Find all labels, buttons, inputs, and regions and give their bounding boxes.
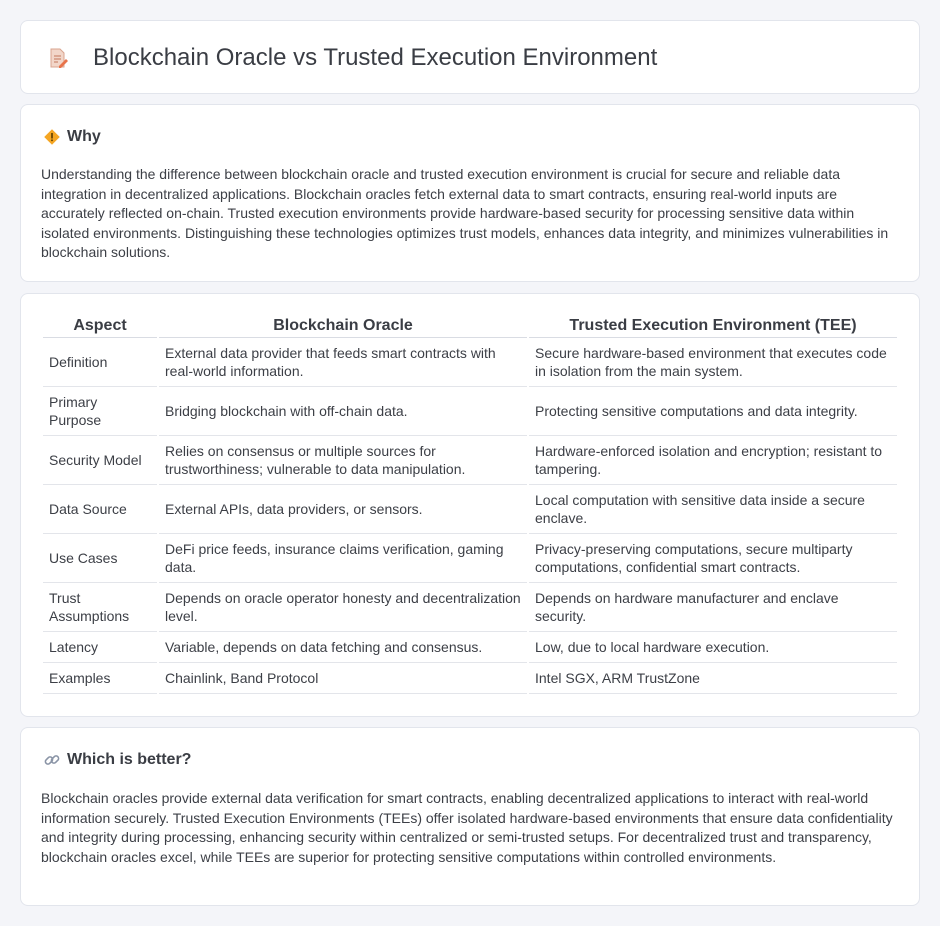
comparison-table	[41, 316, 899, 694]
row-tee: Intel SGX, ARM TrustZone	[529, 663, 897, 694]
row-aspect: Primary Purpose	[43, 387, 157, 436]
why-section	[20, 104, 920, 282]
row-aspect: Trust Assumptions	[43, 583, 157, 632]
table-row	[43, 436, 897, 485]
row-aspect: Use Cases	[43, 534, 157, 583]
row-tee: Depends on hardware manufacturer and enclave security.	[529, 583, 897, 632]
why-heading	[43, 127, 101, 147]
header-tee: Trusted Execution Environment (TEE)	[529, 316, 897, 338]
row-oracle: Depends on oracle operator honesty and decentralization level.	[159, 583, 527, 632]
link-icon	[43, 751, 61, 769]
row-oracle: Variable, depends on data fetching and consensus.	[159, 632, 527, 663]
row-oracle: Relies on consensus or multiple sources for trustworthiness; vulnerable to data manipulation.	[159, 436, 527, 485]
table-row	[43, 534, 897, 583]
comparison-table-section	[20, 293, 920, 717]
row-tee: Hardware-enforced isolation and encryption; resistant to tampering.	[529, 436, 897, 485]
table-row	[43, 387, 897, 436]
better-text: Blockchain oracles provide external data verification for smart contracts, enabling decentralized applications to interact with real-world information securely. Trusted Execution Environments (TEEs) offer isolated hardware-based environments that ensure data confidentiality and integrity during processing, enhancing security within centralized or semi-trusted setups. For decentralized trust and transparency, blockchain oracles excel, while TEEs are superior for protecting sensitive computations within controlled environments.	[41, 790, 893, 865]
table-row	[43, 632, 897, 663]
why-text: Understanding the difference between blockchain oracle and trusted execution environment is crucial for secure and reliable data integration in decentralized applications. Blockchain oracles fetch external data to smart contracts, ensuring real-world inputs are accurately reflected on-chain. Trusted execution environments provide hardware-based security for processing sensitive data within isolated environments. Distinguishing these technologies optimizes trust models, enhances data integrity, and minimizes vulnerabilities in blockchain solutions.	[41, 166, 889, 260]
page-title: Blockchain Oracle vs Trusted Execution Environment	[93, 44, 658, 71]
row-aspect: Security Model	[43, 436, 157, 485]
row-tee: Secure hardware-based environment that executes code in isolation from the main system.	[529, 338, 897, 387]
row-tee: Local computation with sensitive data inside a secure enclave.	[529, 485, 897, 534]
row-oracle: DeFi price feeds, insurance claims verification, gaming data.	[159, 534, 527, 583]
row-oracle: Chainlink, Band Protocol	[159, 663, 527, 694]
better-heading	[43, 750, 191, 770]
row-aspect: Data Source	[43, 485, 157, 534]
better-heading-label: Which is better?	[67, 751, 192, 768]
table-row	[43, 663, 897, 694]
diamond-warning-icon	[43, 128, 61, 146]
row-aspect: Latency	[43, 632, 157, 663]
which-is-better-section	[20, 727, 920, 906]
header-blockchain-oracle: Blockchain Oracle	[159, 316, 527, 338]
table-row	[43, 485, 897, 534]
row-tee: Protecting sensitive computations and data integrity.	[529, 387, 897, 436]
row-oracle: External APIs, data providers, or sensors.	[159, 485, 527, 534]
document-edit-icon	[47, 47, 69, 69]
row-oracle: External data provider that feeds smart contracts with real-world information.	[159, 338, 527, 387]
why-heading-label: Why	[67, 128, 101, 145]
title-card	[20, 20, 920, 94]
table-row	[43, 583, 897, 632]
row-tee: Privacy-preserving computations, secure multiparty computations, confidential smart contracts.	[529, 534, 897, 583]
header-aspect: Aspect	[43, 316, 157, 338]
row-aspect: Definition	[43, 338, 157, 387]
table-row	[43, 338, 897, 387]
row-oracle: Bridging blockchain with off-chain data.	[159, 387, 527, 436]
row-tee: Low, due to local hardware execution.	[529, 632, 897, 663]
row-aspect: Examples	[43, 663, 157, 694]
table-header-row	[43, 316, 897, 338]
